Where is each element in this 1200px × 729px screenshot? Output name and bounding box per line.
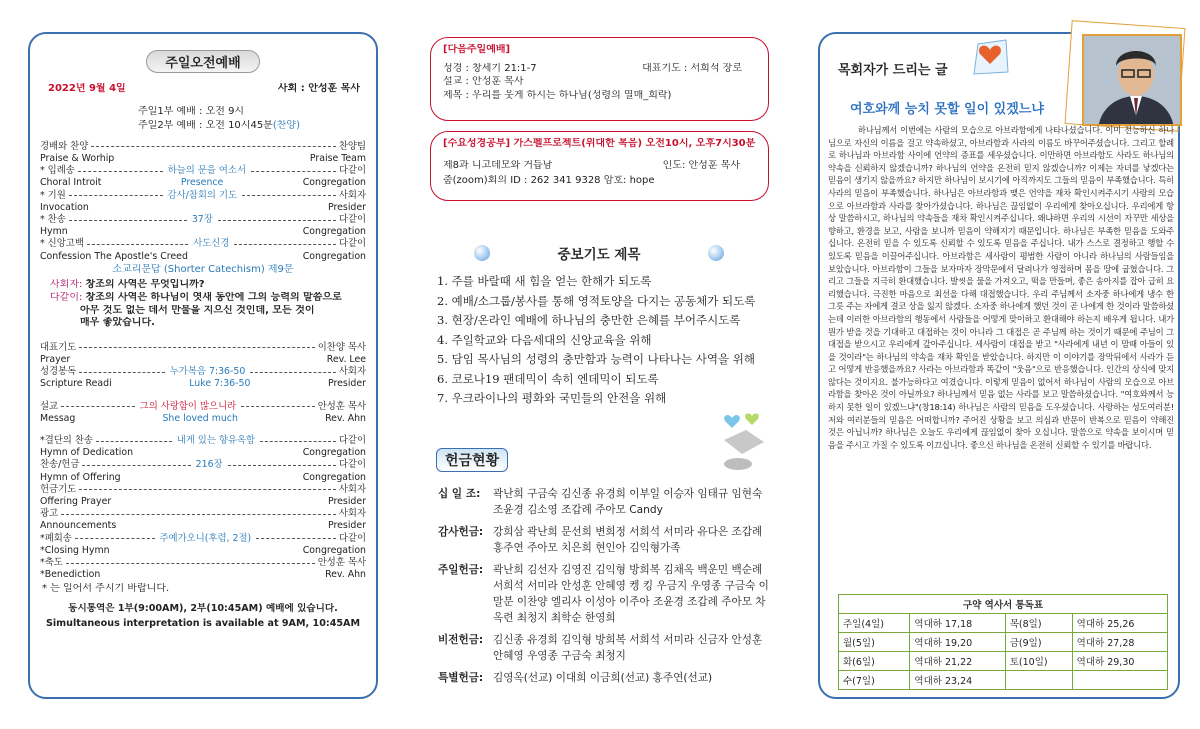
offering-list <box>438 486 774 692</box>
order-item <box>40 557 366 581</box>
answer-text-3: 매우 좋았습니다. <box>80 317 155 329</box>
order-line-en <box>40 545 366 557</box>
prayer-item: 2. 예배/소그룹/봉사를 통해 영적토양을 다지는 공동체가 되도록 <box>437 293 756 308</box>
table-cell: 화(6일) <box>839 652 910 671</box>
table-row <box>839 633 1168 652</box>
table-cell: 주일(4일) <box>839 614 910 633</box>
order-label: *폐회송 <box>40 532 72 544</box>
order-label: *Benediction <box>40 569 101 581</box>
order-label: Hymn of Offering <box>40 471 121 483</box>
table-cell: 수(7일) <box>839 671 910 690</box>
order-person: Presider <box>328 520 366 532</box>
order-item <box>40 533 366 557</box>
order-person: 찬양팀 <box>338 140 366 152</box>
order-person: 다같이 <box>338 165 366 177</box>
order-item <box>40 342 366 366</box>
wed-zoom: 줌(zoom)회의 ID : 262 341 9328 암호: hope <box>443 175 655 187</box>
worship-order-list-2 <box>40 342 366 391</box>
bubble-icon <box>708 245 724 261</box>
order-person: Praise Team <box>309 152 366 164</box>
order-person: Rev. Ahn <box>325 569 366 581</box>
order-line-ko <box>40 484 366 496</box>
prayer-item: 4. 주일학교와 다음세대의 신앙교육을 위해 <box>437 332 652 347</box>
next-scripture: 성경 : 창세기 21:1-7 <box>443 62 537 74</box>
prayer-title: 중보기도 제목 <box>557 247 641 263</box>
order-line-ko <box>40 557 366 569</box>
order-person: Congregation <box>302 177 366 189</box>
order-item <box>40 214 366 238</box>
order-label: 대표기도 <box>40 341 77 353</box>
order-line-en <box>40 569 366 581</box>
order-line-ko <box>40 238 366 250</box>
reading-table-wrap <box>838 594 1168 690</box>
order-person: 안성훈 목사 <box>317 557 366 569</box>
order-line-en <box>40 177 366 189</box>
pastor-photo <box>1082 34 1182 126</box>
answer-label: 다같이: <box>50 292 83 303</box>
prayer-item: 3. 현장/온라인 예배에 하나님의 충만한 은혜를 부어주시도록 <box>437 313 741 327</box>
catechism-title: 소교리문답 (Shorter Catechism) 제9문 <box>112 263 294 275</box>
order-line-en <box>40 153 366 165</box>
order-item <box>40 165 366 189</box>
order-line-ko <box>40 342 366 354</box>
offering-names: 김영옥(선교) 이대희 이금희(선교) 홍주연(선교) <box>493 672 713 684</box>
offering-names: 곽난희 김선자 김영진 김익형 방희복 김채옥 백운민 백순례 서희석 서미라 안성훈 안혜영 켕 킹 우금지 우영종 구금숙 이말분 이찬양 엘리사 이성아 이주아 조윤경 조갑례 주아모 차옥련 최청지 최학순 한영희 <box>493 564 769 624</box>
table-cell: 목(8일) <box>1005 614 1072 633</box>
order-person: 사회자 <box>338 189 366 201</box>
order-label: *Closing Hymn <box>40 544 110 556</box>
order-item <box>40 401 366 425</box>
order-line-en <box>40 354 366 366</box>
order-content-en: Presence <box>180 177 224 189</box>
order-label: 설교 <box>40 400 59 412</box>
service1-time: 주일1부 예배 : 오전 9시 <box>138 105 245 117</box>
order-line-en <box>40 413 366 425</box>
order-label: 헌금기도 <box>40 483 77 495</box>
sermon-block <box>40 401 366 425</box>
prayer-item: 6. 코로나19 팬데믹이 속히 엔데믹이 되도록 <box>437 371 659 386</box>
prayer-item: 7. 우크라이나의 평화와 국민들의 안전을 위해 <box>437 391 667 405</box>
service-date: 2022년 9월 4일 <box>48 83 126 94</box>
order-content-en: Luke 7:36-50 <box>189 378 251 390</box>
order-content: 누가복음 7:36-50 <box>169 366 246 378</box>
order-content: 사도신경 <box>193 238 230 250</box>
next-title: 제목 : 우리를 웃게 하시는 하나님(성령의 열매_희락) <box>443 89 672 101</box>
order-line-en <box>40 447 366 459</box>
order-person: 다같이 <box>338 532 367 544</box>
order-label: Invocation <box>40 201 89 213</box>
order-line-ko <box>40 366 366 378</box>
offering-type: 감사헌금: <box>438 526 484 538</box>
order-person: 다같이 <box>338 238 366 250</box>
offering-names: 김신종 유경희 김익형 방희복 서희석 서미라 신금자 안성훈 안혜영 우영종 구금숙 최청지 <box>493 634 763 662</box>
interpretation-en: Simultaneous interpretation is available at 9AM, 10:45AM <box>45 617 361 629</box>
order-label: *축도 <box>40 557 63 569</box>
offering-names: 곽난희 구금숙 김신종 유경희 이부일 이승자 임태규 임현숙 조윤경 김소영 조갑례 주아모 Candy <box>493 488 763 516</box>
order-item <box>40 459 366 483</box>
order-line-en <box>40 472 366 484</box>
standing-note: * 는 일어서 주시기 바랍니다. <box>42 583 170 595</box>
order-line-ko <box>40 401 366 413</box>
offering-type: 주일헌금: <box>438 564 484 576</box>
offering-row <box>438 670 774 686</box>
order-label: Scripture Readi <box>40 378 112 390</box>
prayer-item: 1. 주를 바랄때 새 힘을 얻는 한해가 되도록 <box>437 274 652 288</box>
table-cell <box>1072 671 1167 690</box>
order-item <box>40 435 366 459</box>
table-cell: 역대하 21,22 <box>910 652 1005 671</box>
offering-title: 헌금현황 <box>436 448 508 472</box>
order-line-en <box>40 226 366 238</box>
order-person: 다같이 <box>338 435 367 446</box>
order-line-ko <box>40 214 366 226</box>
pastor-letter-panel <box>818 32 1180 699</box>
worship-title: 주일오전예배 <box>146 50 259 73</box>
next-preacher: 설교 : 안성훈 목사 <box>443 76 524 88</box>
order-line-en <box>40 496 366 508</box>
table-cell <box>1005 671 1072 690</box>
table-row <box>839 671 1168 690</box>
next-sunday-box <box>430 37 769 121</box>
table-cell: 월(5일) <box>839 633 910 652</box>
offering-type: 비전헌금: <box>438 634 484 646</box>
order-line-ko <box>40 508 366 520</box>
order-person: Congregation <box>302 447 366 459</box>
order-content: 내게 있는 향유옥합 <box>176 435 256 446</box>
order-label: Praise & Worhip <box>40 152 115 164</box>
order-label: Announcements <box>40 520 117 532</box>
order-content-en: She loved much <box>162 412 238 424</box>
presider: 사회 : 안성훈 목사 <box>277 83 360 94</box>
order-item <box>40 238 366 262</box>
order-person: Congregation <box>302 471 366 483</box>
order-label: Choral Introit <box>40 177 102 189</box>
order-item <box>40 484 366 508</box>
heart-icon <box>968 38 1012 78</box>
order-label: Prayer <box>40 353 71 365</box>
wednesday-study-box <box>430 131 769 201</box>
table-cell: 역대하 19,20 <box>910 633 1005 652</box>
offering-row <box>438 524 774 556</box>
table-row <box>839 652 1168 671</box>
order-label: Offering Prayer <box>40 496 112 508</box>
letter-body: 하나님께서 이번에는 사람의 모습으로 아브라함에게 나타나셨습니다. 이미 전능하신 하나님으로 자신의 이름을 걸고 약속하셨고, 아브라함과 사라의 이름도 바꾸어주셨습니다. 그리고 할례로 하나님과 아브라함 사이에 언약의 증표를 세우셨습니다. 이만하면 아브라함도 사라도 하나님의 약속을 신뢰하지 않겠습니까? 하나님의 언약을 온전히 믿지 않겠습니까? 이제는 자녀를 낳겠다는 믿음이 생기지 않을까요? 하지만 하나님이 보시기에 아직까지도 그들의 믿음이 부족했습니다. 특히 사라의 믿음이 부족했습니다. 하나님은 아브라함과 맺은 언약을 재차 확인시켜주시기 사랑의 모습으로 아브라함과 사라를 찾아가셨습니다. 하나님은 끊임없이 우리에게 찾아오십니다. 우리에게 항상 말씀하시고, 하나님의 약속들을 재차 확인시켜주십니다. 왜냐하면 우리의 시선이 자꾸만 세상을 향하고, 환경을 보고, 사람을 보니까 믿음이 약해지기 때문입니다. 하나님은 부족한 믿음을 도와주십니다. 온전히 믿을 수 있도록 신뢰할 수 있도록 믿음을 주십니다. 내가 스스로 결정하고 행할 수 있도록 믿음을 이끌어주십니다. 아브라함은 세사람이 평범한 사람이 아니라 하나님의 사람들임을 보았습니다. 아브라함이 그들을 보자마자 장막문에서 달려나가 영접하며 몸을 땅에 굽혔습니다. 그리고 그들을 지극히 환대했습니다. 발씻을 물을 가져오고, 떡을 만들며, 좋은 송아지를 잡아 급히 요리했습니다. 극진한 마음으로 최선을 다해 대접했습니다. 우리 주님께서 소자중 하나에게 냉수 한 그릇 주는 자에게 결코 상을 잃지 않겠다. 소자중 하나에게 했던 것이 곧 나에게 한 것이라 말씀하셨는데 이러한 아브라함의 행동에서 사람들을 어떻게 맞이하고 환대해야 하는지 배우게 됩니다. 내가 뭔가 받을 것을 기대하고 대접하는 것이 아니라 그 대접은 곧 주님께 하는 것이기 때문에 주님이 그 대접을 받으시고 우리에게 갚아주십니다. 세사람이 대접을 받고 "사라에게 내년 이 맘때 아들이 있을 것이라"는 하나님의 약속을 재차 확인을 받았습니다. 하지만 이 이야기를 장막뒤에서 사라가 듣고 어떻게 반응했을까요? 사라는 아브라함과 똑같이 "웃음"으로 반응했습니다. 인간의 상식에 맞지 않다는 것이지요. 불가능하다고 여겼습니다. 이렇게 믿음이 없어서 하나님이 사람의 모습으로 아브라함을 찾아온 것이 아닐까요? 하나님께서 믿음 없는 사라를 보고 말씀하셨습니다. "여호와께서 능하지 못한 일이 있겠느냐"(창18:14) 하나님은 사람의 믿음을 도우셨습니다. 사랑하는 성도여러분! 저와 여러분들의 믿음은 어떠합니까? 주어진 상황을 보고 의심과 반문이 반복으로 믿음이 약해진 것은 아닙니까? 하나님은 오늘도 우리에게 끊임없이 찾아 오십니다. 말씀으로 약속을 보이시며 믿음을 주시고 가질 수 있도록 이끄십니다. 좋으신 하나님을 온전히 신뢰할 수 있기를 바랍니다. <box>828 125 1174 450</box>
order-item <box>40 190 366 214</box>
offering-row <box>438 486 774 518</box>
order-item <box>40 366 366 390</box>
order-line-ko <box>40 165 366 177</box>
order-line-en <box>40 520 366 532</box>
order-label: *결단의 찬송 <box>40 435 93 446</box>
table-cell: 역대하 23,24 <box>910 671 1005 690</box>
order-person: 안성훈 목사 <box>317 400 367 412</box>
order-label: Messag <box>40 412 76 424</box>
table-cell: 역대하 25,26 <box>1072 614 1167 633</box>
order-person: 사회자 <box>338 366 367 378</box>
order-label: 성경봉독 <box>40 366 77 378</box>
order-label: * 기원 <box>40 189 66 201</box>
order-person: Presider <box>328 496 366 508</box>
table-row <box>839 614 1168 633</box>
order-content: 216장 <box>195 459 223 471</box>
order-label: Hymn <box>40 226 68 238</box>
order-person: Rev. Lee <box>326 353 366 365</box>
order-label: 광고 <box>40 508 59 520</box>
prayer-list <box>437 272 782 409</box>
next-header: [다음주일예배] <box>443 44 511 55</box>
order-label: 경배와 찬양 <box>40 140 89 152</box>
answer-text-2: 아무 것도 없는 데서 만물을 지으신 것인데, 모든 것이 <box>80 304 315 316</box>
order-line-ko <box>40 190 366 202</box>
order-line-ko <box>40 435 366 447</box>
letter-header: 목회자가 드리는 글 <box>838 63 948 78</box>
service2-note: (찬양) <box>272 120 300 132</box>
order-label: * 신앙고백 <box>40 238 84 250</box>
order-line-ko <box>40 533 366 545</box>
order-person: Congregation <box>302 544 366 556</box>
order-person: Rev. Ahn <box>325 412 366 424</box>
wed-lesson: 제8과 니고데모와 거듭남 <box>443 159 553 171</box>
offering-type: 특별헌금: <box>438 672 484 684</box>
order-person: 사회자 <box>338 508 366 520</box>
order-content: 감사/참회의 기도 <box>167 189 238 201</box>
letter-title: 여호와께 능치 못할 일이 있겠느냐 <box>850 102 1044 117</box>
order-line-ko <box>40 459 366 471</box>
order-label: Hymn of Dedication <box>40 447 134 459</box>
order-item <box>40 141 366 165</box>
order-item <box>40 508 366 532</box>
order-label: * 입례송 <box>40 165 75 177</box>
table-cell: 토(10일) <box>1005 652 1072 671</box>
order-person: 다같이 <box>338 214 367 225</box>
worship-order-panel <box>28 32 378 699</box>
order-line-en <box>40 202 366 214</box>
offering-type: 십 일 조: <box>438 488 481 500</box>
worship-order-list-3 <box>40 435 366 581</box>
interpretation-ko: 동시통역은 1부(9:00AM), 2부(10:45AM) 예배에 있습니다. <box>68 603 338 615</box>
service2-time: 주일2부 예배 : 오전 10시45분 <box>138 120 273 132</box>
order-content: 주예가오니(후렴, 2절) <box>159 532 252 544</box>
offering-row <box>438 562 774 626</box>
order-line-en <box>40 378 366 390</box>
offering-names: 강희삼 곽난희 문선희 변희정 서희석 서미라 유다은 조갑례 홍주연 주아모 치은희 현인아 김익형가족 <box>493 526 763 554</box>
wed-leader: 인도: 안성훈 목사 <box>662 159 740 171</box>
order-line-en <box>40 251 366 263</box>
order-person: Congregation <box>302 226 366 238</box>
question-text: 창조의 사역은 무엇입니까? <box>85 279 205 291</box>
order-person: 이찬양 목사 <box>317 341 366 353</box>
bubble-icon <box>474 245 490 261</box>
decorative-hearts-icon <box>722 410 772 472</box>
next-prayer: 대표기도 : 서희석 장로 <box>642 62 742 74</box>
order-line-ko <box>40 141 366 153</box>
table-cell: 금(9일) <box>1005 633 1072 652</box>
answer-text-1: 창조의 사역은 하나님이 엿새 동안에 그의 능력의 말씀으로 <box>85 292 342 303</box>
order-person: Presider <box>328 201 366 213</box>
order-person: 사회자 <box>338 483 366 495</box>
worship-order-list <box>40 141 366 263</box>
table-cell: 역대하 29,30 <box>1072 652 1167 671</box>
order-label: Confession The Apostle's Creed <box>40 250 188 262</box>
order-content: 그의 사랑함이 많으니라 <box>139 400 237 412</box>
order-content: 하늘의 문을 여소서 <box>167 165 247 177</box>
prayer-item: 5. 담임 목사님의 성령의 충만함과 능력이 나타나는 사역을 위해 <box>437 352 755 366</box>
table-cell: 역대하 27,28 <box>1072 633 1167 652</box>
offering-row <box>438 632 774 664</box>
reading-table-title: 구약 역사서 통독표 <box>839 595 1168 614</box>
order-label: 찬송/헌금 <box>40 459 80 471</box>
question-label: 사회자: <box>50 279 83 291</box>
order-label: * 찬송 <box>40 214 66 225</box>
wed-header: [수요성경공부] 가스펠프로젝트(위대한 복음) <box>443 138 643 149</box>
order-person: 다같이 <box>338 459 367 471</box>
order-content: 37장 <box>191 214 213 225</box>
order-person: Congregation <box>302 250 366 262</box>
order-person: Presider <box>328 378 366 390</box>
wed-time: 오전10시, 오후7시30분 <box>645 138 756 149</box>
reading-table <box>838 594 1168 690</box>
table-cell: 역대하 17,18 <box>910 614 1005 633</box>
